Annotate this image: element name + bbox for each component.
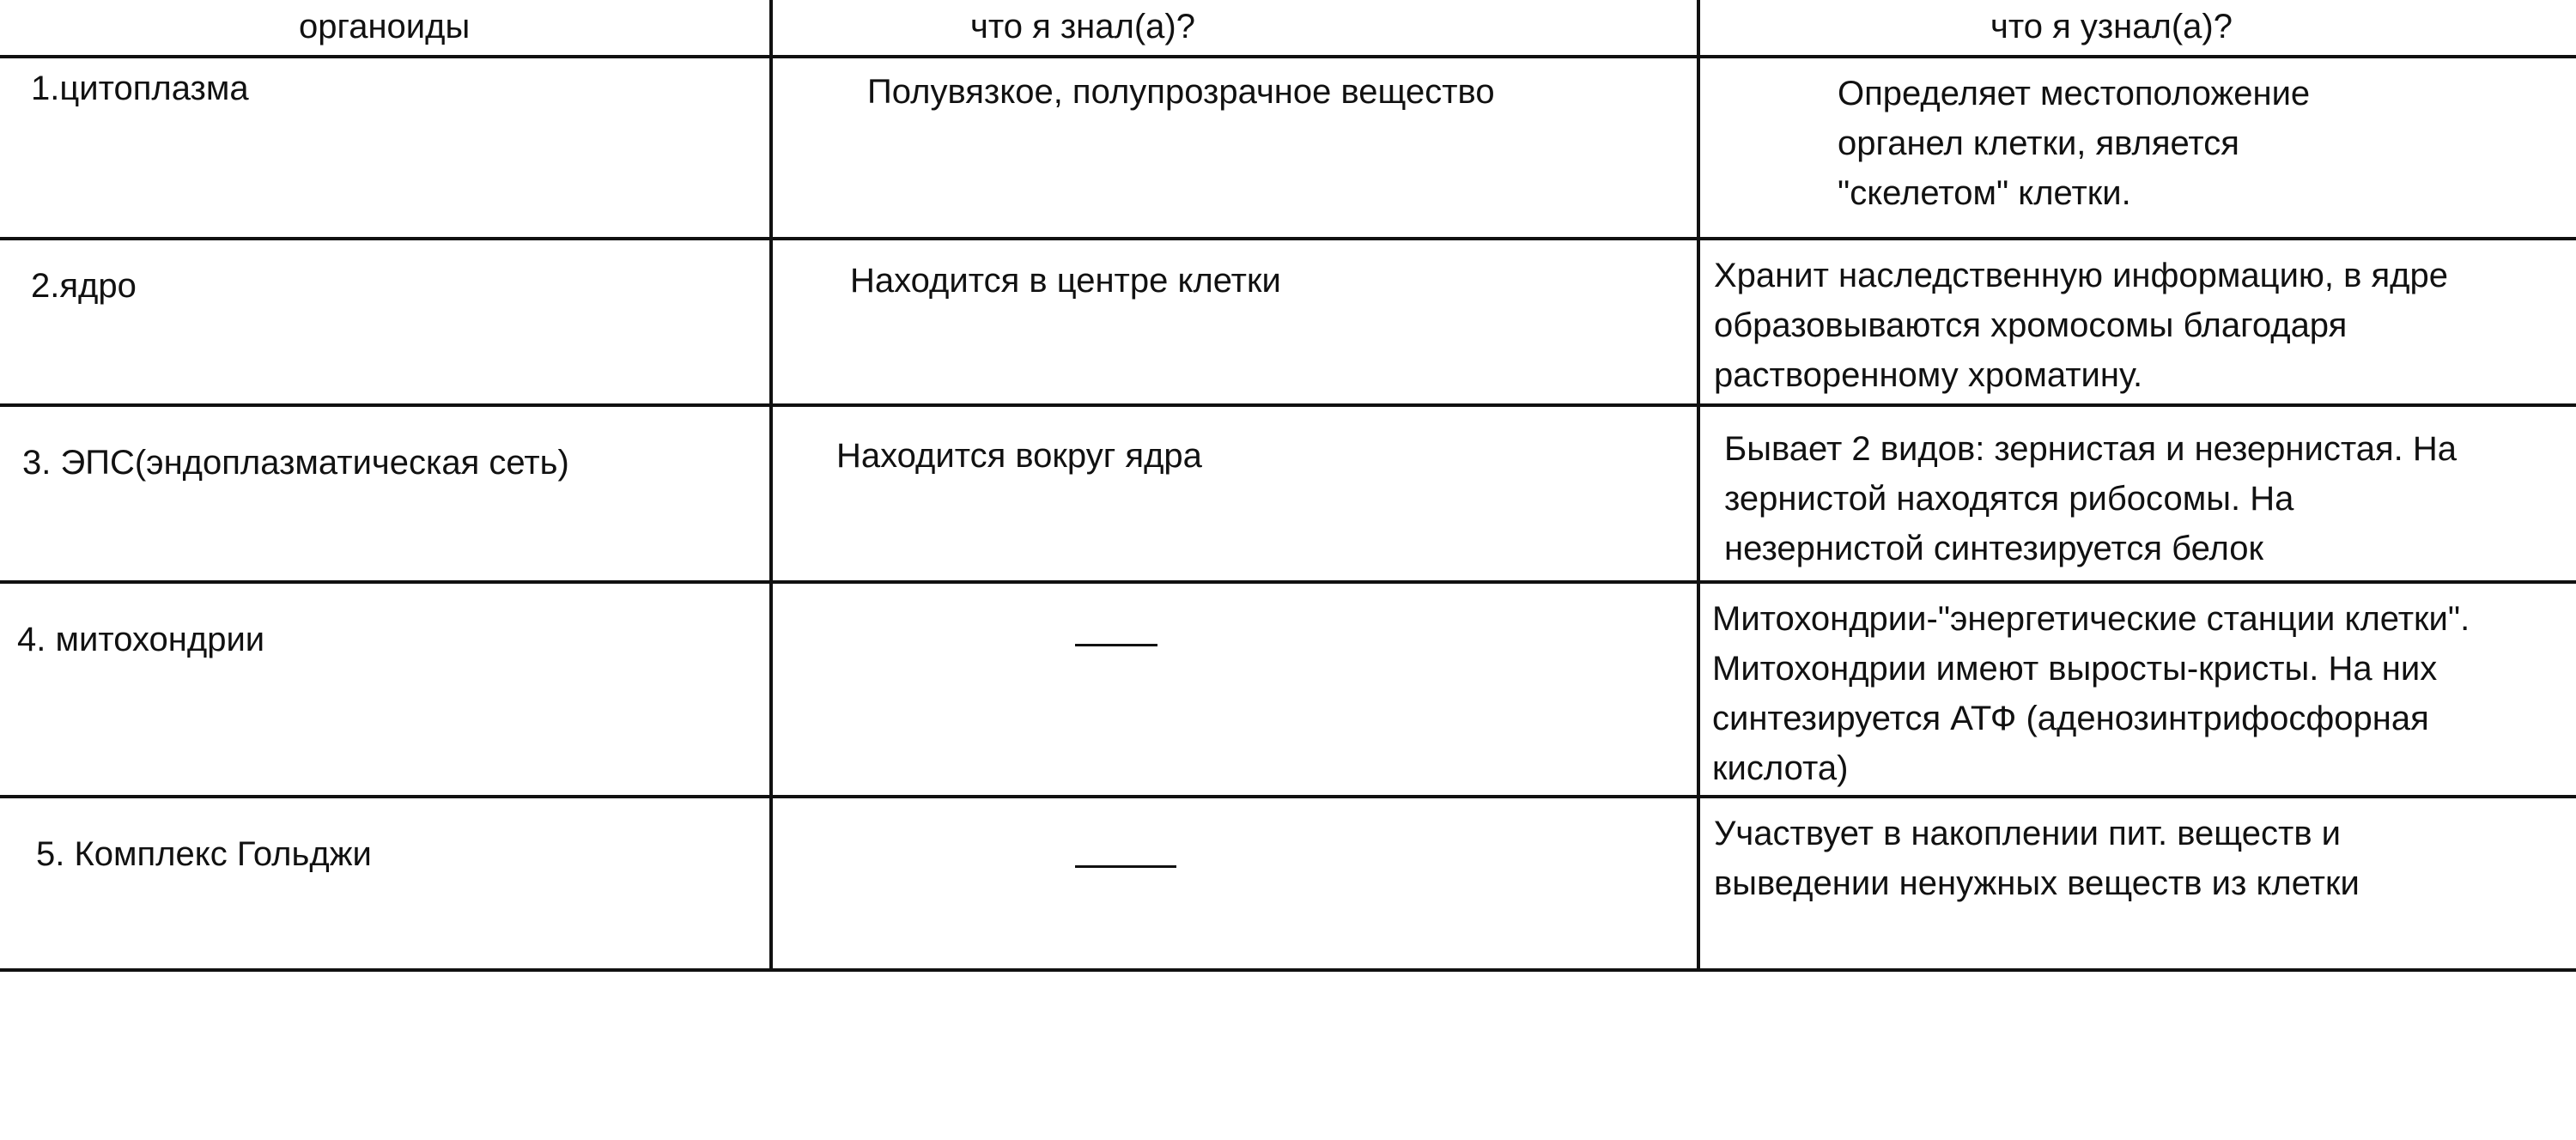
row-divider-header — [0, 55, 2576, 58]
row1-learned-line1: Определяет местоположение — [1838, 75, 2311, 112]
row-divider-3 — [0, 580, 2576, 584]
row3-organoid: 3. ЭПС(эндоплазматическая сеть) — [22, 444, 569, 482]
row1-learned-line2: органел клетки, является — [1838, 124, 2239, 162]
row2-organoid: 2.ядро — [31, 267, 137, 305]
row5-learned-line2: выведении ненужных веществ из клетки — [1714, 864, 2360, 902]
row2-learned-line2: образовываются хромосомы благодаря — [1714, 306, 2348, 344]
row4-learned-line4: кислота) — [1712, 749, 1849, 787]
header-learned: что я узнал(а)? — [1990, 8, 2233, 45]
row-divider-1 — [0, 237, 2576, 240]
row3-learned-line3: незернистой синтезируется белок — [1724, 530, 2264, 567]
row4-learned-line3: синтезируется АТФ (аденозинтрифосфорная — [1712, 700, 2429, 737]
row4-learned-line1: Митохондрии-"энергетические станции клетки". — [1712, 600, 2470, 638]
row3-learned-line2: зернистой находятся рибосомы. На — [1724, 480, 2294, 518]
row-divider-2 — [0, 403, 2576, 407]
row5-organoid: 5. Комплекс Гольджи — [36, 835, 372, 873]
row2-learned-line1: Хранит наследственную информацию, в ядре — [1714, 257, 2448, 294]
row1-organoid: 1.цитоплазма — [31, 70, 249, 107]
column-divider-2 — [1697, 0, 1700, 972]
table-bottom-border — [0, 968, 2576, 972]
row-divider-4 — [0, 795, 2576, 798]
row1-learned-line3: "скелетом" клетки. — [1838, 174, 2131, 212]
header-knew: что я знал(а)? — [970, 8, 1195, 45]
row5-knew-blank-dash — [1075, 865, 1176, 868]
row5-learned-line1: Участвует в накоплении пит. веществ и — [1714, 815, 2342, 852]
row3-learned-line1: Бывает 2 видов: зернистая и незернистая. На — [1724, 430, 2457, 468]
row2-learned-line3: растворенному хроматину. — [1714, 356, 2143, 394]
row4-organoid: 4. митохондрии — [17, 621, 265, 658]
row1-knew: Полувязкое, полупрозрачное вещество — [867, 73, 1495, 111]
column-divider-1 — [769, 0, 773, 972]
header-organoids: органоиды — [299, 8, 471, 45]
row3-knew: Находится вокруг ядра — [836, 437, 1202, 475]
row4-learned-line2: Митохондрии имеют выросты-кристы. На них — [1712, 650, 2438, 688]
row4-knew-blank-dash — [1075, 644, 1157, 646]
row2-knew: Находится в центре клетки — [850, 262, 1281, 300]
